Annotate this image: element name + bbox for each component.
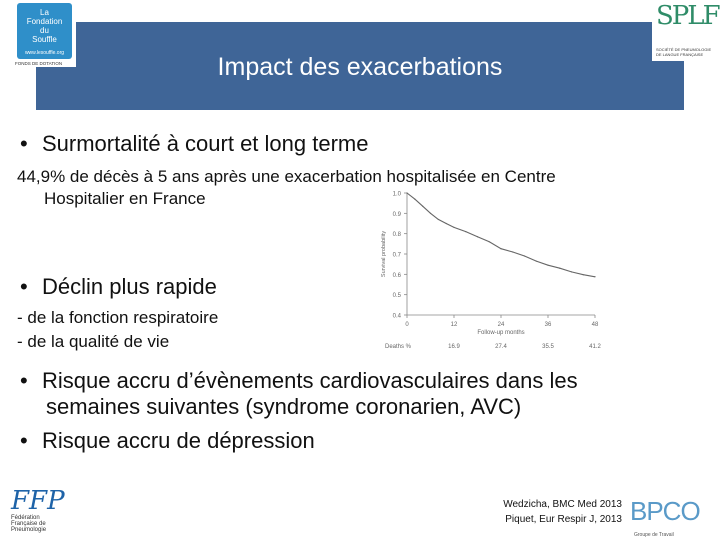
y-tick-label: 0.8: [392, 232, 401, 239]
survival-point: [438, 219, 439, 220]
bullet-mortality: [20, 131, 368, 157]
bullet-text: Déclin plus rapide: [42, 274, 217, 299]
decline-detail: [17, 307, 218, 353]
logo-caption: www.lesouffle.org: [24, 50, 65, 56]
survival-point: [453, 227, 454, 228]
survival-point: [583, 274, 584, 275]
logo-line: La: [40, 8, 49, 17]
survival-point: [524, 255, 525, 256]
survival-point: [446, 223, 447, 224]
survival-point: [406, 192, 407, 193]
survival-point: [559, 268, 560, 269]
y-tick-label: 0.9: [392, 211, 401, 218]
survival-point: [512, 251, 513, 252]
splf-caption: SOCIÉTÉ DE PNEUMOLOGIE DE LANGUE FRANÇAISE: [656, 47, 712, 57]
bullet-dot: •: [20, 274, 28, 299]
x-tick-label: 24: [497, 322, 505, 328]
ffp-logo: [11, 487, 71, 537]
x-axis-label: Follow-up months: [477, 330, 525, 336]
survival-point: [594, 276, 595, 277]
bpco-mark: BPCO: [630, 496, 700, 526]
title-bar: [36, 22, 684, 110]
y-tick-label: 0.5: [392, 293, 401, 300]
splf-logo: [652, 1, 719, 61]
survival-chart: [365, 185, 605, 355]
references: [430, 497, 622, 527]
logo-line: du: [40, 26, 49, 35]
y-tick-label: 0.7: [392, 252, 401, 259]
detail-line: - de la qualité de vie: [17, 332, 170, 351]
x-tick-label: 12: [450, 322, 458, 328]
survival-curve: [407, 193, 595, 277]
survival-point: [500, 248, 501, 249]
bullet-cardiovascular: [20, 368, 578, 420]
x-tick-label: 36: [544, 322, 552, 328]
logo-subtitle: FONDS DE DOTATION: [15, 61, 63, 66]
deaths-value: 27.4: [495, 344, 507, 350]
bullet-text: Surmortalité à court et long terme: [42, 131, 369, 156]
logo-badge: [17, 3, 72, 59]
reference-piquet: Piquet, Eur Respir J, 2013: [505, 514, 622, 525]
ffp-caption-line: Fédération: [11, 515, 40, 521]
survival-point: [422, 206, 423, 207]
bullet-depression: [20, 428, 315, 454]
detail-line: Hospitalier en France: [44, 189, 206, 208]
survival-point: [414, 199, 415, 200]
deaths-value: 16.9: [448, 344, 460, 350]
survival-point: [571, 271, 572, 272]
bullet-dot: •: [20, 368, 28, 393]
bullet-text: Risque accru d’évènements cardiovasculaires dans les: [42, 368, 578, 393]
survival-point: [430, 213, 431, 214]
deaths-value: 35.5: [542, 344, 554, 350]
logo-line: Souffle: [32, 35, 57, 44]
survival-point: [489, 241, 490, 242]
detail-line: - de la fonction respiratoire: [17, 308, 219, 327]
slide-title: Impact des exacerbations: [217, 53, 503, 81]
ffp-mark: FFP: [11, 486, 65, 516]
bullet-decline: [20, 274, 217, 300]
splf-mark: SPLF: [656, 1, 719, 31]
bpco-logo: [630, 496, 710, 540]
bpco-caption: Groupe de Travail: [634, 532, 674, 538]
bullet-dot: •: [20, 428, 28, 453]
x-tick-label: 48: [591, 322, 599, 328]
ffp-caption-line: Pneumologie: [11, 527, 47, 533]
y-tick-label: 0.4: [392, 313, 401, 320]
logo-line: Fondation: [26, 17, 63, 26]
chart-marks: [406, 192, 595, 277]
y-tick-label: 1.0: [392, 191, 401, 198]
deaths-value: 41.2: [589, 344, 601, 350]
y-axis-label: Survival probability: [381, 230, 387, 278]
x-tick-label: 0: [405, 322, 409, 328]
ffp-caption-line: Française de: [11, 521, 46, 527]
bullet-text-continued: semaines suivantes (syndrome coronarien, AVC): [46, 394, 522, 419]
detail-line: 44,9% de décès à 5 ans après une exacerbation hospitalisée en Centre: [17, 167, 556, 186]
deaths-label: Deaths %: [385, 344, 412, 350]
bullet-dot: •: [20, 131, 28, 156]
survival-point: [547, 265, 548, 266]
y-tick-label: 0.6: [392, 272, 401, 279]
reference-wedzicha: Wedzicha, BMC Med 2013: [503, 499, 622, 510]
survival-point: [465, 231, 466, 232]
bullet-text: Risque accru de dépression: [42, 428, 315, 453]
fondation-du-souffle-logo: [13, 1, 76, 67]
survival-point: [536, 261, 537, 262]
survival-point: [477, 236, 478, 237]
